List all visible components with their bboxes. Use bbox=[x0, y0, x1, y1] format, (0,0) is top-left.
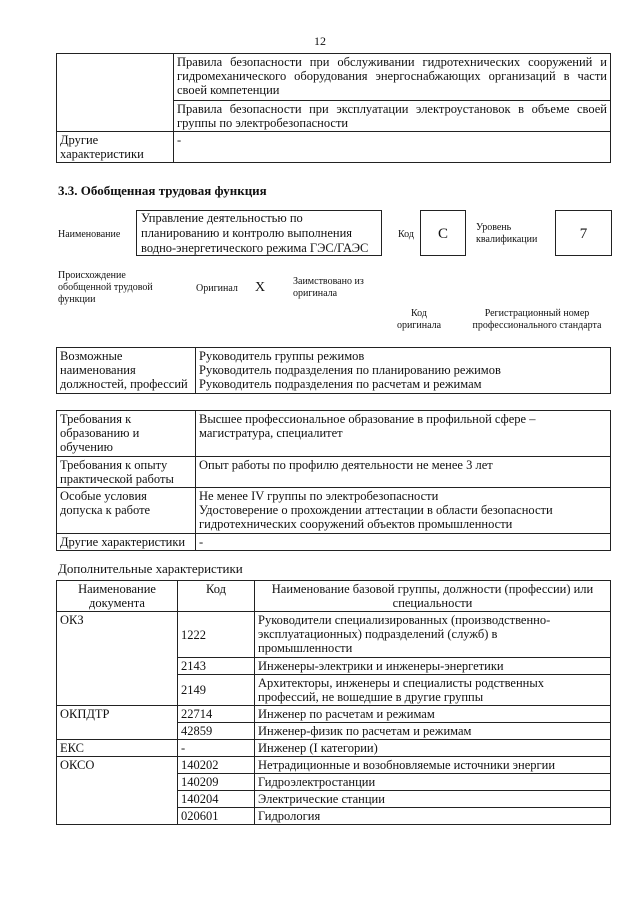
doc-cell: ЕКС bbox=[57, 740, 178, 757]
top-table bbox=[56, 53, 611, 163]
header-name: Наименование базовой группы, должности (профессии) или специальности bbox=[255, 581, 611, 612]
positions-values bbox=[196, 348, 611, 394]
origin-label: Происхождение обобщенной трудовой функции bbox=[58, 270, 153, 305]
requirement-label: Другие характеристики bbox=[57, 534, 196, 551]
doc-cell: ОКПДТР bbox=[57, 706, 178, 740]
code-cell: 42859 bbox=[178, 723, 255, 740]
position-item: Руководитель подразделения по планированию режимов bbox=[199, 363, 501, 377]
name-cell: Нетрадиционные и возобновляемые источники энергии bbox=[255, 757, 611, 774]
code-cell: 140204 bbox=[178, 791, 255, 808]
name-cell: Гидрология bbox=[255, 808, 611, 825]
positions-label: Возможные наименования должностей, профессий bbox=[57, 348, 196, 394]
positions-table bbox=[56, 347, 611, 394]
original-mark: X bbox=[255, 280, 266, 295]
function-code: C bbox=[420, 210, 466, 256]
code-cell: 22714 bbox=[178, 706, 255, 723]
header-code: Код bbox=[178, 581, 255, 612]
requirement-label: Требования к опыту практической работы bbox=[57, 457, 196, 488]
level-label: Уровень квалификации bbox=[476, 222, 538, 245]
name-cell: Инженер по расчетам и режимам bbox=[255, 706, 611, 723]
code-label: Код bbox=[398, 229, 414, 240]
borrowed-label: Заимствовано из оригинала bbox=[293, 276, 364, 299]
empty-cell bbox=[57, 54, 174, 132]
doc-cell: ОКЗ bbox=[57, 612, 178, 706]
header-document: Наименование документа bbox=[57, 581, 178, 612]
code-cell: 2149 bbox=[178, 675, 255, 706]
original-label: Оригинал bbox=[196, 283, 238, 294]
requirement-value: Опыт работы по профилю деятельности не менее 3 лет bbox=[196, 457, 611, 488]
additional-title: Дополнительные характеристики bbox=[58, 561, 243, 576]
name-cell: Гидроэлектростанции bbox=[255, 774, 611, 791]
requirement-value: Не менее IV группы по электробезопасности Удостоверение о прохождении аттестации в области безопасности гидротехнических сооружений объектов промышленности bbox=[196, 488, 611, 534]
qualification-level: 7 bbox=[555, 210, 612, 256]
rule-cell: Правила безопасности при эксплуатации электроустановок в объеме своей группы по электробезопасности bbox=[174, 101, 611, 132]
position-item: Руководитель группы режимов bbox=[199, 349, 365, 363]
code-cell: 2143 bbox=[178, 658, 255, 675]
name-cell: Электрические станции bbox=[255, 791, 611, 808]
doc-cell: ОКСО bbox=[57, 757, 178, 825]
additional-table bbox=[56, 580, 611, 825]
name-cell: Инженер (I категории) bbox=[255, 740, 611, 757]
position-item: Руководитель подразделения по расчетам и режимам bbox=[199, 377, 482, 391]
page-number: 12 bbox=[314, 34, 326, 48]
requirement-value: Высшее профессиональное образование в профильной сфере – магистратура, специалитет bbox=[196, 411, 611, 457]
other-characteristics-value: - bbox=[174, 132, 611, 163]
name-cell: Руководители специализированных (производственно- эксплуатационных) подразделений (служб) в промышленности bbox=[255, 612, 611, 658]
requirement-label: Особые условия допуска к работе bbox=[57, 488, 196, 534]
other-characteristics-label: Другие характеристики bbox=[57, 132, 174, 163]
requirement-label: Требования к образованию и обучению bbox=[57, 411, 196, 457]
code-original-label: Код оригинала bbox=[396, 308, 442, 331]
code-cell: - bbox=[178, 740, 255, 757]
code-cell: 140202 bbox=[178, 757, 255, 774]
requirements-table bbox=[56, 410, 611, 551]
name-cell: Инженер-физик по расчетам и режимам bbox=[255, 723, 611, 740]
code-cell: 140209 bbox=[178, 774, 255, 791]
rule-cell: Правила безопасности при обслуживании гидротехнических сооружений и гидромеханического оборудования энергоснабжающих организаций в части своей компетенции bbox=[174, 54, 611, 101]
reg-number-label: Регистрационный номер профессионального стандарта bbox=[472, 308, 602, 331]
section-title: 3.3. Обобщенная трудовая функция bbox=[58, 183, 267, 198]
name-cell: Инженеры-электрики и инженеры-энергетики bbox=[255, 658, 611, 675]
function-name: Управление деятельностью по планированию и контролю выполнения водно-энергетического режима ГЭС/ГАЭС bbox=[136, 210, 382, 256]
code-cell: 020601 bbox=[178, 808, 255, 825]
code-cell: 1222 bbox=[178, 612, 255, 658]
name-label: Наименование bbox=[58, 229, 121, 240]
requirement-value: - bbox=[196, 534, 611, 551]
name-cell: Архитекторы, инженеры и специалисты родственных профессий, не вошедшие в другие группы bbox=[255, 675, 611, 706]
